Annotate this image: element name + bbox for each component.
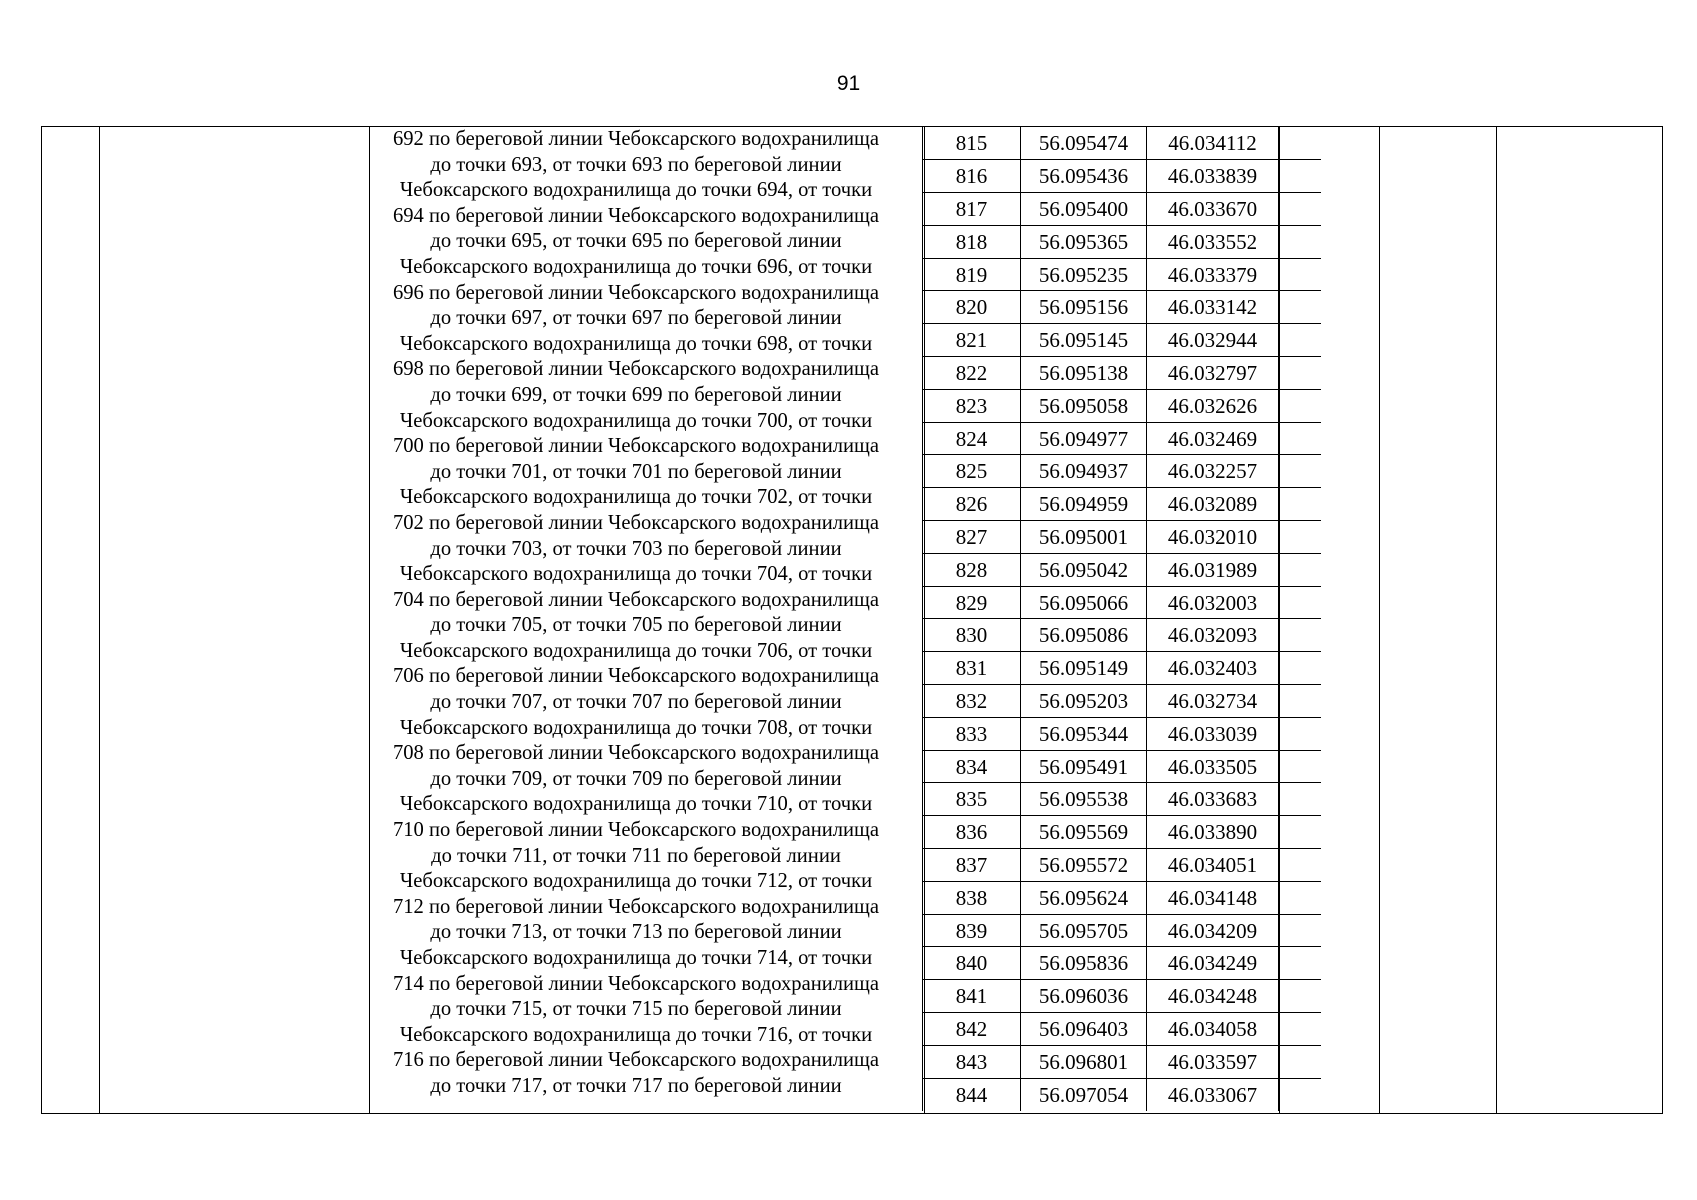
latitude-cell: 56.095058: [1021, 389, 1147, 422]
coordinate-row: [923, 619, 1321, 652]
latitude-cell: 56.096036: [1021, 980, 1147, 1013]
latitude-cell: 56.095344: [1021, 717, 1147, 750]
longitude-cell: 46.033379: [1147, 258, 1279, 291]
empty-cell: [1279, 521, 1321, 554]
coordinate-row: [923, 225, 1321, 258]
empty-cell: [1279, 422, 1321, 455]
empty-cell: [1279, 258, 1321, 291]
latitude-cell: 56.095066: [1021, 586, 1147, 619]
longitude-cell: 46.033039: [1147, 717, 1279, 750]
latitude-cell: 56.095086: [1021, 619, 1147, 652]
empty-cell: [1279, 553, 1321, 586]
point-number-cell: 838: [923, 881, 1021, 914]
empty-cell: [1279, 455, 1321, 488]
coordinate-row: [923, 193, 1321, 226]
longitude-cell: 46.034058: [1147, 1013, 1279, 1046]
empty-cell: [1279, 947, 1321, 980]
point-number-cell: 844: [923, 1078, 1021, 1111]
empty-cell: [1279, 127, 1321, 160]
point-number-cell: 840: [923, 947, 1021, 980]
empty-cell: [1279, 619, 1321, 652]
longitude-cell: 46.032797: [1147, 357, 1279, 390]
latitude-cell: 56.095572: [1021, 849, 1147, 882]
latitude-cell: 56.094937: [1021, 455, 1147, 488]
coordinate-row: [923, 422, 1321, 455]
empty-cell: [1279, 750, 1321, 783]
latitude-cell: 56.095203: [1021, 685, 1147, 718]
coordinate-row: [923, 586, 1321, 619]
empty-cell: [1279, 1045, 1321, 1078]
latitude-cell: 56.095001: [1021, 521, 1147, 554]
empty-cell: [1279, 717, 1321, 750]
coordinate-row: [923, 881, 1321, 914]
latitude-cell: 56.094959: [1021, 488, 1147, 521]
latitude-cell: 56.095138: [1021, 357, 1147, 390]
longitude-cell: 46.033670: [1147, 193, 1279, 226]
coordinate-row: [923, 488, 1321, 521]
empty-cell: [1279, 1078, 1321, 1111]
boundary-description: 692 по береговой линии Чебоксарского водохранилища до точки 693, от точки 693 по береговой линии Чебоксарского водохранилища до точки 694, от точки 694 по береговой линии Чебоксарского водохранилища до точки 695, от точки 695 по береговой линии Чебоксарского водохранилища до точки 696, от точки 696 по береговой линии Чебоксарского водохранилища до точки 697, от точки 697 по береговой линии Чебоксарского водохранилища до точки 698, от точки 698 по береговой линии Чебоксарского водохранилища до точки 699, от точки 699 по береговой линии Чебоксарского водохранилища до точки 700, от точки 700 по береговой линии Чебоксарского водохранилища до точки 701, от точки 701 по береговой линии Чебоксарского водохранилища до точки 702, от точки 702 по береговой линии Чебоксарского водохранилища до точки 703, от точки 703 по береговой линии Чебоксарского водохранилища до точки 704, от точки 704 по береговой линии Чебоксарского водохранилища до точки 705, от точки 705 по береговой линии Чебоксарского водохранилища до точки 706, от точки 706 по береговой линии Чебоксарского водохранилища до точки 707, от точки 707 по береговой линии Чебоксарского водохранилища до точки 708, от точки 708 по береговой линии Чебоксарского водохранилища до точки 709, от точки 709 по береговой линии Чебоксарского водохранилища до точки 710, от точки 710 по береговой линии Чебоксарского водохранилища до точки 711, от точки 711 по береговой линии Чебоксарского водохранилища до точки 712, от точки 712 по береговой линии Чебоксарского водохранилища до точки 713, от точки 713 по береговой линии Чебоксарского водохранилища до точки 714, от точки 714 по береговой линии Чебоксарского водохранилища до точки 715, от точки 715 по береговой линии Чебоксарского водохранилища до точки 716, от точки 716 по береговой линии Чебоксарского водохранилища до точки 717, от точки 717 по береговой линии: [392, 128, 880, 1097]
point-number-cell: 823: [923, 389, 1021, 422]
point-number-cell: 834: [923, 750, 1021, 783]
longitude-cell: 46.034249: [1147, 947, 1279, 980]
latitude-cell: 56.095705: [1021, 914, 1147, 947]
longitude-cell: 46.032626: [1147, 389, 1279, 422]
latitude-cell: 56.095474: [1021, 127, 1147, 160]
latitude-cell: 56.095365: [1021, 225, 1147, 258]
longitude-cell: 46.032010: [1147, 521, 1279, 554]
coordinate-row: [923, 324, 1321, 357]
empty-cell: [1279, 652, 1321, 685]
point-number-cell: 835: [923, 783, 1021, 816]
longitude-cell: 46.033890: [1147, 816, 1279, 849]
point-number-cell: 836: [923, 816, 1021, 849]
point-number-cell: 830: [923, 619, 1021, 652]
latitude-cell: 56.095538: [1021, 783, 1147, 816]
latitude-cell: 56.095569: [1021, 816, 1147, 849]
latitude-cell: 56.095156: [1021, 291, 1147, 324]
latitude-cell: 56.095042: [1021, 553, 1147, 586]
point-number-cell: 817: [923, 193, 1021, 226]
empty-cell: [1279, 980, 1321, 1013]
longitude-cell: 46.033683: [1147, 783, 1279, 816]
coordinate-row: [923, 127, 1321, 160]
coordinate-row: [923, 357, 1321, 390]
latitude-cell: 56.096403: [1021, 1013, 1147, 1046]
point-number-cell: 843: [923, 1045, 1021, 1078]
point-number-cell: 820: [923, 291, 1021, 324]
latitude-cell: 56.095145: [1021, 324, 1147, 357]
point-number-cell: 815: [923, 127, 1021, 160]
empty-cell: [1279, 816, 1321, 849]
point-number-cell: 824: [923, 422, 1021, 455]
coordinate-row: [923, 1078, 1321, 1111]
coordinates-table: [922, 127, 1321, 1111]
point-number-cell: 828: [923, 553, 1021, 586]
coordinate-row: [923, 783, 1321, 816]
coordinate-row: [923, 553, 1321, 586]
coordinate-row: [923, 849, 1321, 882]
point-number-cell: 831: [923, 652, 1021, 685]
point-number-cell: 816: [923, 160, 1021, 193]
empty-cell: [1279, 488, 1321, 521]
coordinate-row: [923, 914, 1321, 947]
empty-cell: [1279, 291, 1321, 324]
longitude-cell: 46.033067: [1147, 1078, 1279, 1111]
point-number-cell: 826: [923, 488, 1021, 521]
coordinate-row: [923, 291, 1321, 324]
coordinate-row: [923, 750, 1321, 783]
longitude-cell: 46.032089: [1147, 488, 1279, 521]
coordinate-row: [923, 521, 1321, 554]
coordinate-row: [923, 652, 1321, 685]
boundary-table: [41, 126, 1663, 1114]
point-number-cell: 825: [923, 455, 1021, 488]
latitude-cell: 56.095491: [1021, 750, 1147, 783]
longitude-cell: 46.034051: [1147, 849, 1279, 882]
latitude-cell: 56.095836: [1021, 947, 1147, 980]
point-number-cell: 837: [923, 849, 1021, 882]
coordinate-row: [923, 455, 1321, 488]
empty-cell: [1279, 193, 1321, 226]
longitude-cell: 46.032093: [1147, 619, 1279, 652]
latitude-cell: 56.094977: [1021, 422, 1147, 455]
page-number: 91: [836, 72, 861, 95]
point-number-cell: 827: [923, 521, 1021, 554]
coordinate-row: [923, 947, 1321, 980]
empty-cell: [1279, 881, 1321, 914]
point-number-cell: 833: [923, 717, 1021, 750]
latitude-cell: 56.095624: [1021, 881, 1147, 914]
coordinate-row: [923, 717, 1321, 750]
column-divider: [99, 127, 100, 1113]
longitude-cell: 46.032944: [1147, 324, 1279, 357]
empty-cell: [1279, 685, 1321, 718]
longitude-cell: 46.032403: [1147, 652, 1279, 685]
point-number-cell: 821: [923, 324, 1021, 357]
coordinate-row: [923, 1045, 1321, 1078]
latitude-cell: 56.095235: [1021, 258, 1147, 291]
latitude-cell: 56.095436: [1021, 160, 1147, 193]
empty-cell: [1279, 586, 1321, 619]
empty-cell: [1279, 389, 1321, 422]
coordinate-row: [923, 160, 1321, 193]
point-number-cell: 819: [923, 258, 1021, 291]
longitude-cell: 46.033505: [1147, 750, 1279, 783]
coordinate-row: [923, 816, 1321, 849]
latitude-cell: 56.097054: [1021, 1078, 1147, 1111]
longitude-cell: 46.033839: [1147, 160, 1279, 193]
coordinate-row: [923, 389, 1321, 422]
point-number-cell: 818: [923, 225, 1021, 258]
coordinate-row: [923, 685, 1321, 718]
empty-cell: [1279, 225, 1321, 258]
longitude-cell: 46.033597: [1147, 1045, 1279, 1078]
point-number-cell: 829: [923, 586, 1021, 619]
point-number-cell: 841: [923, 980, 1021, 1013]
empty-cell: [1279, 357, 1321, 390]
latitude-cell: 56.096801: [1021, 1045, 1147, 1078]
longitude-cell: 46.031989: [1147, 553, 1279, 586]
coordinate-row: [923, 980, 1321, 1013]
point-number-cell: 842: [923, 1013, 1021, 1046]
empty-cell: [1279, 914, 1321, 947]
longitude-cell: 46.034248: [1147, 980, 1279, 1013]
longitude-cell: 46.034209: [1147, 914, 1279, 947]
latitude-cell: 56.095149: [1021, 652, 1147, 685]
longitude-cell: 46.032257: [1147, 455, 1279, 488]
point-number-cell: 832: [923, 685, 1021, 718]
longitude-cell: 46.032734: [1147, 685, 1279, 718]
coordinates-body: [923, 127, 1321, 1111]
longitude-cell: 46.033142: [1147, 291, 1279, 324]
longitude-cell: 46.032003: [1147, 586, 1279, 619]
empty-cell: [1279, 160, 1321, 193]
empty-cell: [1279, 324, 1321, 357]
point-number-cell: 822: [923, 357, 1021, 390]
longitude-cell: 46.032469: [1147, 422, 1279, 455]
longitude-cell: 46.034148: [1147, 881, 1279, 914]
empty-cell: [1279, 849, 1321, 882]
column-divider: [1496, 127, 1497, 1113]
empty-cell: [1279, 783, 1321, 816]
coordinate-row: [923, 1013, 1321, 1046]
point-number-cell: 839: [923, 914, 1021, 947]
latitude-cell: 56.095400: [1021, 193, 1147, 226]
column-divider: [1379, 127, 1380, 1113]
longitude-cell: 46.034112: [1147, 127, 1279, 160]
empty-cell: [1279, 1013, 1321, 1046]
coordinate-row: [923, 258, 1321, 291]
longitude-cell: 46.033552: [1147, 225, 1279, 258]
